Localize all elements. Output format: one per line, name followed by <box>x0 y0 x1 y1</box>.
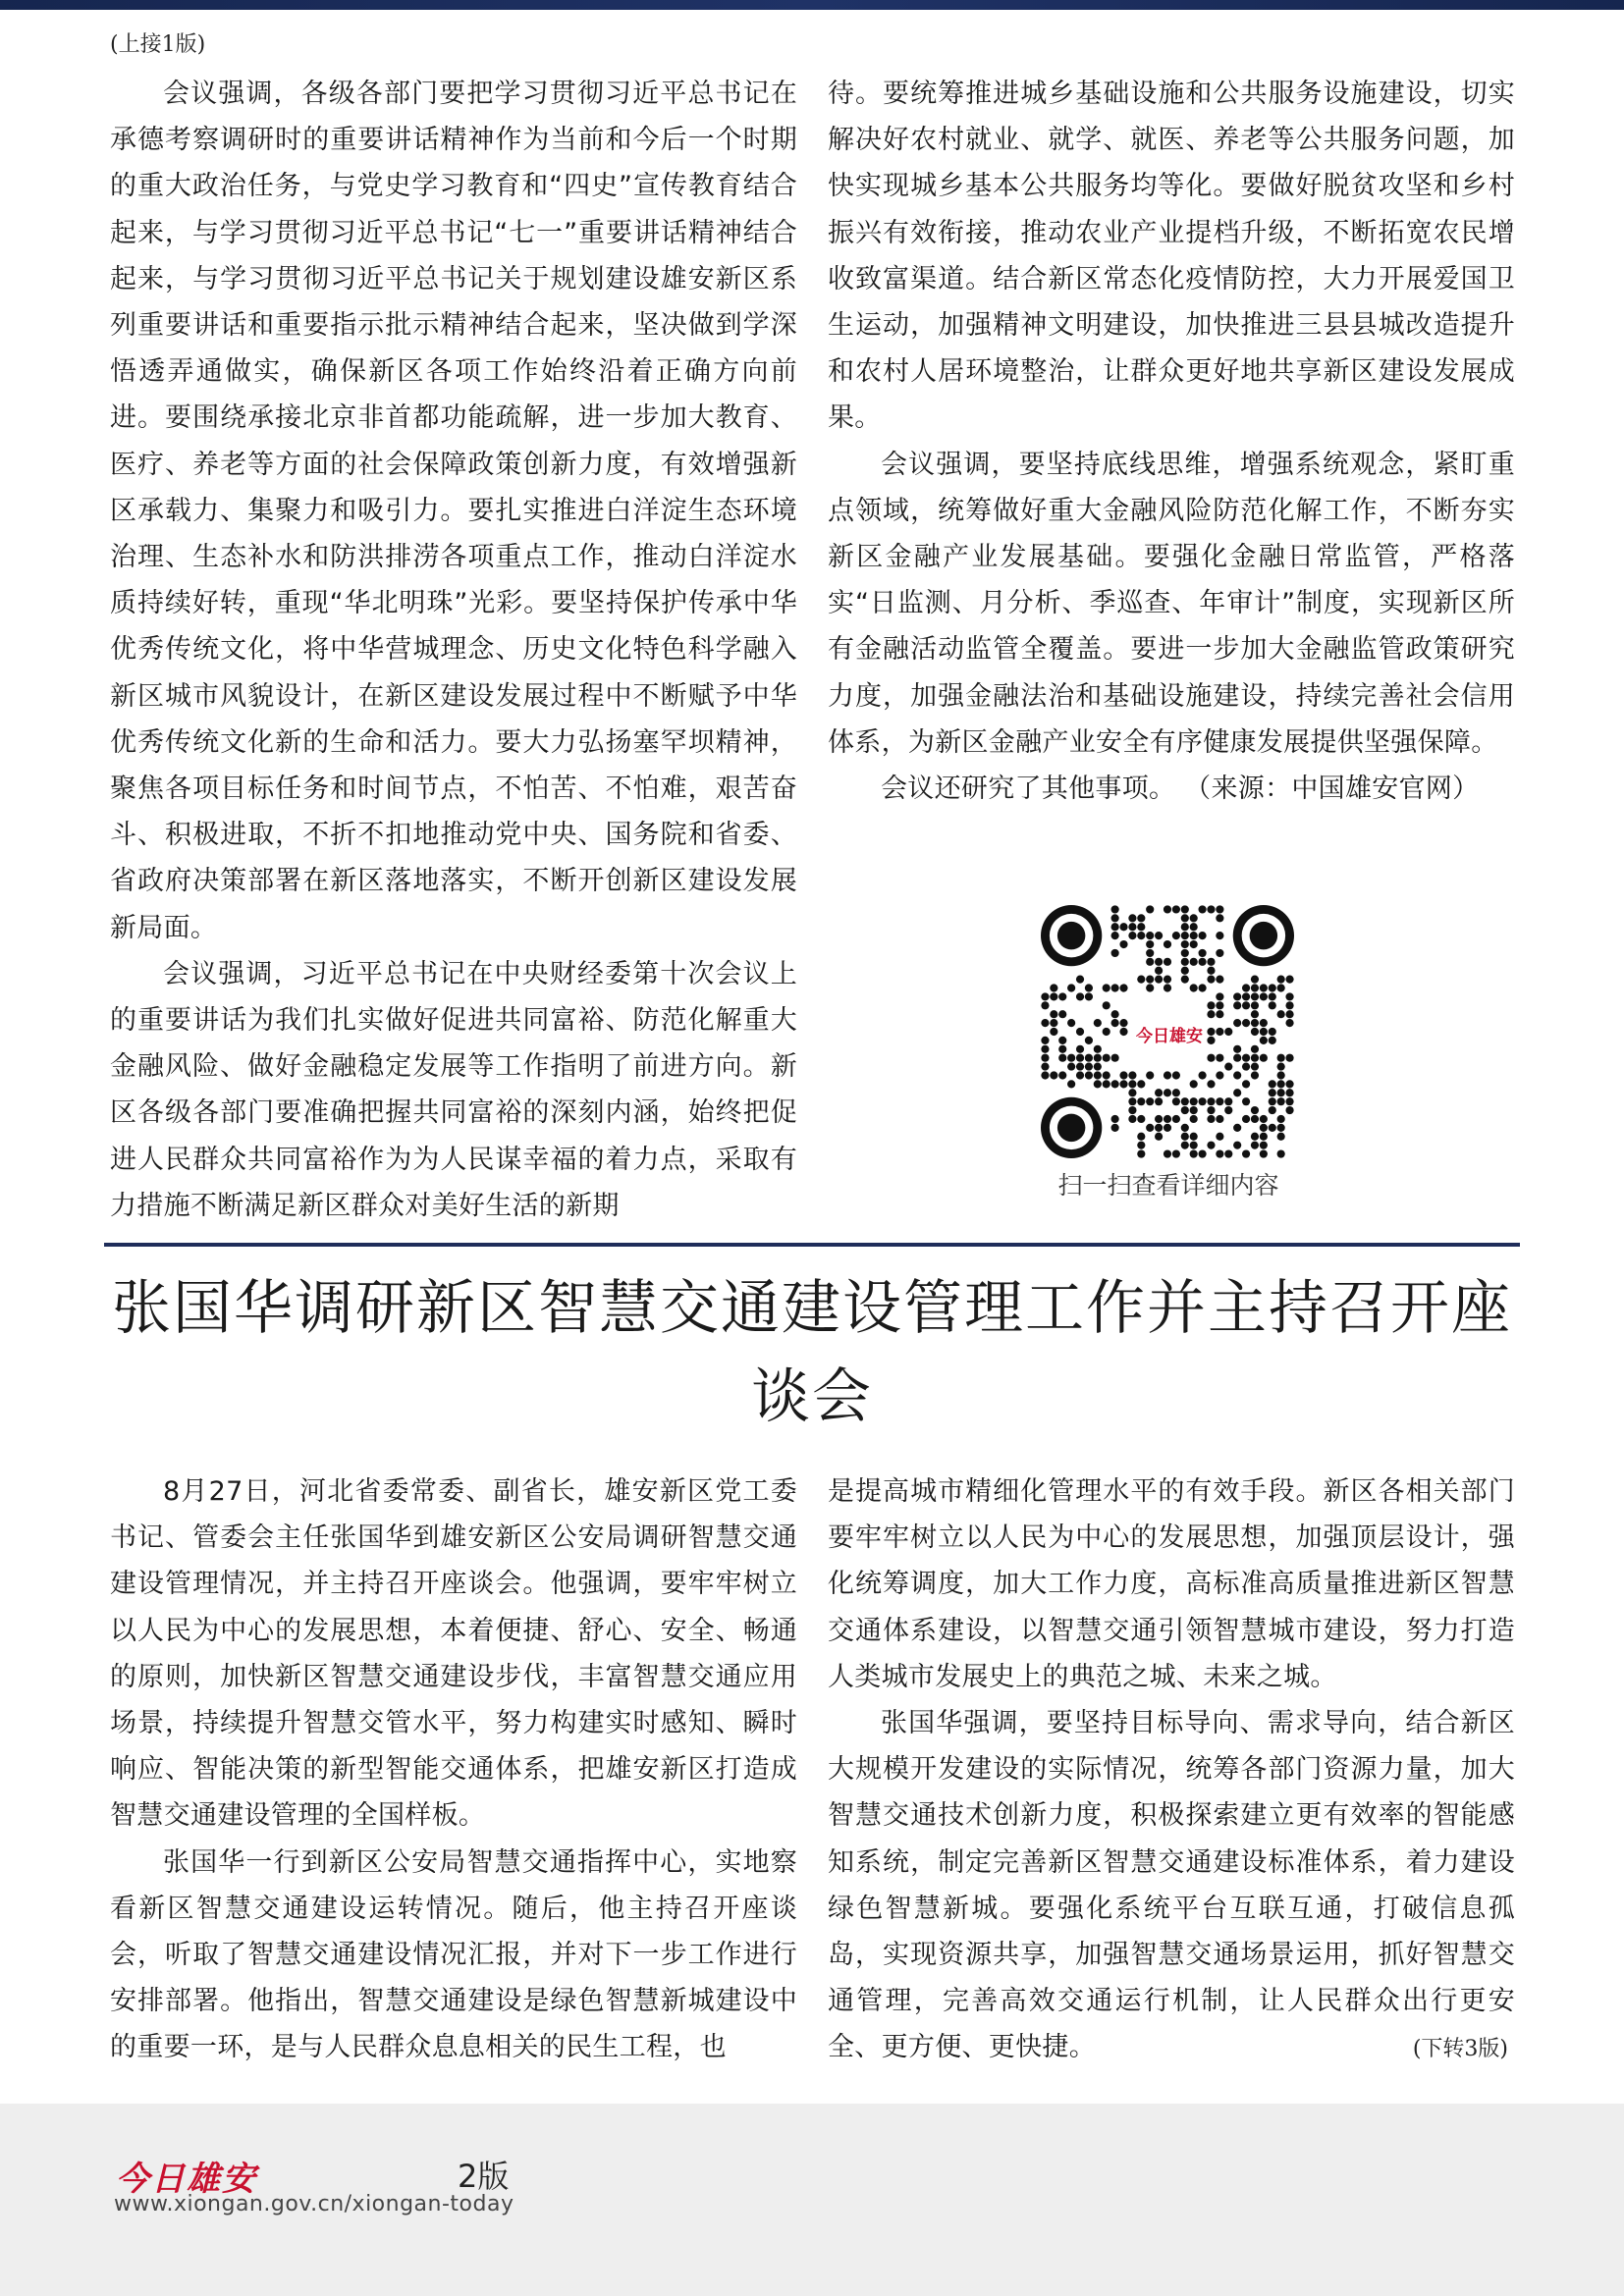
article1-column-left <box>110 71 797 1229</box>
qr-caption: 扫一扫查看详细内容 <box>1057 1171 1279 1200</box>
article1-column-right <box>828 71 1515 812</box>
paragraph: 8月27日，河北省委常委、副省长，雄安新区党工委书记、管委会主任张国华到雄安新区公安局调研智慧交通建设管理情况，并主持召开座谈会。他强调，要牢牢树立以人民为中心的发展思想，本着便捷、舒心、安全、畅通的原则，加快新区智慧交通建设步伐，丰富智慧交通应用场景，持续提升智慧交管水平，努力构建实时感知、瞬时响应、智能决策的新型智能交通体系，把雄安新区打造成智慧交通建设管理的全国样板。 <box>110 1476 797 1832</box>
source-note: 会议还研究了其他事项。 （来源：中国雄安官网） <box>881 774 1480 805</box>
article2-column-left <box>110 1468 797 2071</box>
paragraph: 会议强调，各级各部门要把学习贯彻习近平总书记在承德考察调研时的重要讲话精神作为当前和今后一个时期的重大政治任务，与党史学习教育和“四史”宣传教育结合起来，与学习贯彻习近平总书记“七一”重要讲话精神结合起来，与学习贯彻习近平总书记关于规划建设雄安新区系列重要讲话和重要指示批示精神结合起来，坚决做到学深悟透弄通做实，确保新区各项工作始终沿着正确方向前进。要围绕承接北京非首都功能疏解，进一步加大教育、医疗、养老等方面的社会保障政策创新力度，有效增强新区承载力、集聚力和吸引力。要扎实推进白洋淀生态环境治理、生态补水和防洪排涝各项重点工作，推动白洋淀水质持续好转，重现“华北明珠”光彩。要坚持保护传承中华优秀传统文化，将中华营城理念、历史文化特色科学融入新区城市风貌设计，在新区建设发展过程中不断赋予中华优秀传统文化新的生命和活力。要大力弘扬塞罕坝精神，聚焦各项目标任务和时间节点，不怕苦、不怕难，艰苦奋斗、积极进取，不折不扣地推动党中央、国务院和省委、省政府决策部署在新区落地落实，不断开创新区建设发展新局面。 <box>110 79 797 943</box>
continued-from-note: (上接1版) <box>110 32 206 57</box>
qr-code[interactable] <box>1041 905 1294 1158</box>
article-headline: 张国华调研新区智慧交通建设管理工作并主持召开座谈会 <box>112 1274 1512 1431</box>
paragraph: 张国华强调，要坚持目标导向、需求导向，结合新区大规模开发建设的实际情况，统筹各部门资源力量，加大智慧交通技术创新力度，积极探索建立更有效率的智能感知系统，制定完善新区智慧交通建设标准体系，着力建设绿色智慧新城。要强化系统平台互联互通，打破信息孤岛，实现资源共享，加强智慧交通场景运用，抓好智慧交通管理，完善高效交通运行机制，让人民群众出行更安全、更方便、更快捷。 <box>828 1708 1515 2063</box>
footer-logo: 今日雄安 <box>116 2160 257 2199</box>
paragraph: 会议强调，要坚持底线思维，增强系统观念，紧盯重点领域，统筹做好重大金融风险防范化解工作，不断夯实新区金融产业发展基础。要强化金融日常监管，严格落实“日监测、月分析、季巡查、年审计”制度，实现新区所有金融活动监管全覆盖。要进一步加大金融监管政策研究力度，加强金融法治和基础设施建设，持续完善社会信用体系，为新区金融产业安全有序健康发展提供坚强保障。 <box>828 449 1515 758</box>
section-divider <box>104 1243 1520 1247</box>
continued-to-note: (下转3版) <box>1412 2037 1508 2061</box>
top-color-bar <box>0 0 1624 10</box>
article2-column-right <box>828 1468 1515 2071</box>
paragraph: 张国华一行到新区公安局智慧交通指挥中心，实地察看新区智慧交通建设运转情况。随后，他主持召开座谈会，听取了智慧交通建设情况汇报，并对下一步工作进行安排部署。他指出，智慧交通建设是绿色智慧新城建设中的重要一环，是与人民群众息息相关的民生工程，也 <box>110 1846 797 2063</box>
footer-url[interactable]: www.xiongan.gov.cn/xiongan-today <box>114 2192 514 2216</box>
page-number: 2版 <box>458 2158 510 2195</box>
paragraph: 会议强调，习近平总书记在中央财经委第十次会议上的重要讲话为我们扎实做好促进共同富裕、防范化解重大金融风险、做好金融稳定发展等工作指明了前进方向。新区各级各部门要准确把握共同富裕的深刻内涵，始终把促进人民群众共同富裕作为为人民谋幸福的着力点，采取有力措施不断满足新区群众对美好生活的新期 <box>110 958 797 1221</box>
paragraph: 是提高城市精细化管理水平的有效手段。新区各相关部门要牢牢树立以人民为中心的发展思想，加强顶层设计，强化统筹调度，加大工作力度，高标准高质量推进新区智慧交通体系建设，以智慧交通引领智慧城市建设，努力打造人类城市发展史上的典范之城、未来之城。 <box>828 1476 1515 1692</box>
paragraph: 待。要统筹推进城乡基础设施和公共服务设施建设，切实解决好农村就业、就学、就医、养老等公共服务问题，加快实现城乡基本公共服务均等化。要做好脱贫攻坚和乡村振兴有效衔接，推动农业产业提档升级，不断拓宽农民增收致富渠道。结合新区常态化疫情防控，大力开展爱国卫生运动，加强精神文明建设，加快推进三县县城改造提升和农村人居环境整治，让群众更好地共享新区建设发展成果。 <box>828 79 1515 434</box>
qr-logo: 今日雄安 <box>1134 998 1205 1069</box>
